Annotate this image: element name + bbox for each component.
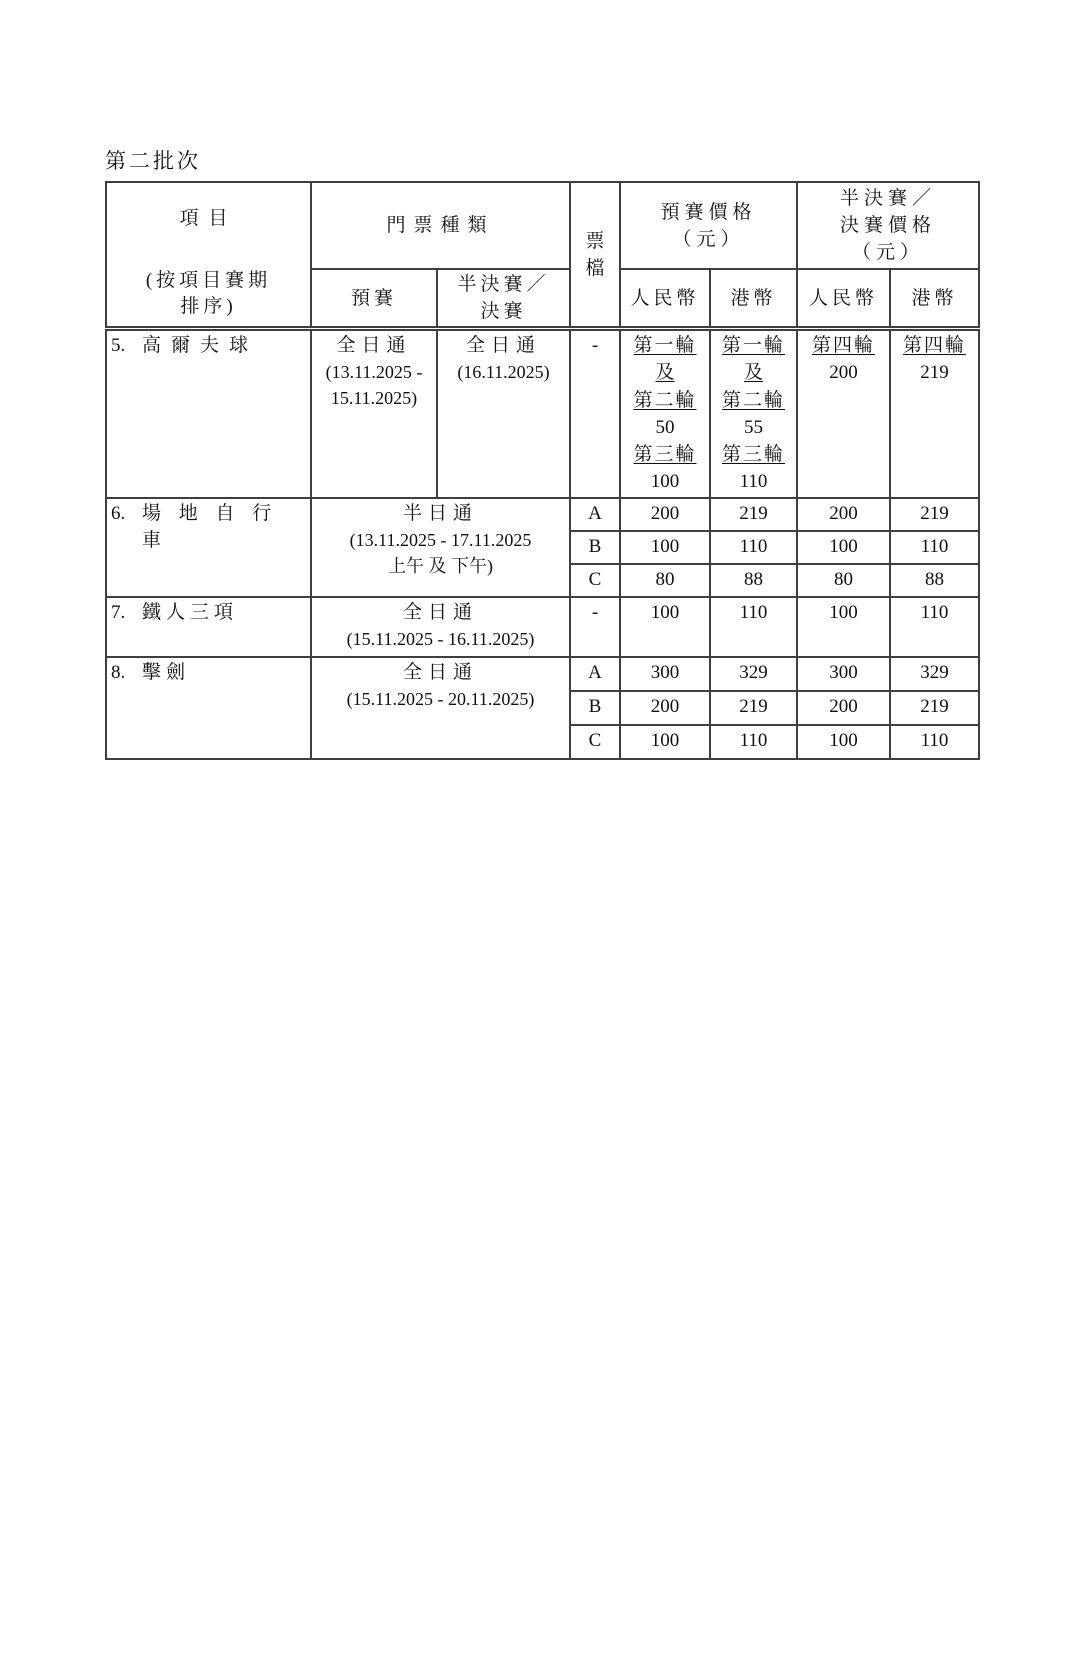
cell-cycling-b-pre-hkd: 110 xyxy=(710,531,797,564)
cell-fencing-c-pre-hkd: 110 xyxy=(710,725,797,759)
cell-cycling-tier-b: B xyxy=(570,531,620,564)
cell-fencing-b-pre-rmb: 200 xyxy=(620,691,710,725)
cell-cycling-b-semi-rmb: 100 xyxy=(797,531,890,564)
header-rmb-pre: 人民幣 xyxy=(620,269,710,329)
cell-fencing-tier-c: C xyxy=(570,725,620,759)
ticket-pricing-table xyxy=(105,181,980,760)
cell-golf-pre-ticket: 全日通 (13.11.2025 - 15.11.2025) xyxy=(311,329,437,498)
header-semi-price-line3: （元） xyxy=(852,242,925,263)
cell-triathlon-semi-hkd: 110 xyxy=(890,597,979,657)
cell-triathlon-pre-hkd: 110 xyxy=(710,597,797,657)
row-fencing-tier-a xyxy=(106,657,979,691)
cell-golf-semi-hkd: 第四輪 219 xyxy=(890,329,979,498)
cell-fencing-a-pre-hkd: 329 xyxy=(710,657,797,691)
cell-cycling-tier-a: A xyxy=(570,498,620,531)
cycling-number: 6. xyxy=(111,502,126,524)
cell-golf-semi-rmb: 第四輪 200 xyxy=(797,329,890,498)
header-semi-line2: 決賽 xyxy=(480,301,527,322)
golf-name: 高爾夫球 xyxy=(142,335,259,356)
cell-golf-tier: - xyxy=(570,329,620,498)
cell-cycling-ticket: 半日通 (13.11.2025 - 17.11.2025 上午 及 下午) xyxy=(311,498,570,597)
row-cycling-tier-a xyxy=(106,498,979,531)
cell-fencing-a-pre-rmb: 300 xyxy=(620,657,710,691)
header-item-title: 項目 xyxy=(179,208,238,229)
cell-triathlon-item xyxy=(106,597,311,657)
fencing-name: 擊劍 xyxy=(142,661,191,683)
cell-cycling-a-pre-rmb: 200 xyxy=(620,498,710,531)
cell-cycling-tier-c: C xyxy=(570,564,620,597)
header-pre-price xyxy=(620,182,797,269)
header-tier-char1: 票 xyxy=(585,230,605,252)
row-golf xyxy=(106,329,979,498)
header-rmb-semi: 人民幣 xyxy=(797,269,890,329)
cell-golf-semi-ticket: 全日通 (16.11.2025) xyxy=(437,329,570,498)
row-triathlon xyxy=(106,597,979,657)
cell-fencing-a-semi-rmb: 300 xyxy=(797,657,890,691)
cell-fencing-c-semi-hkd: 110 xyxy=(890,725,979,759)
header-semi-price xyxy=(797,182,979,269)
header-pre-price-line2: （元） xyxy=(672,228,745,250)
cell-cycling-item xyxy=(106,498,311,597)
page-title: 第二批次 xyxy=(105,149,201,173)
header-semi-line1: 半決賽／ xyxy=(457,274,550,295)
cell-fencing-item xyxy=(106,657,311,759)
cell-cycling-a-semi-rmb: 200 xyxy=(797,498,890,531)
header-item xyxy=(106,182,311,329)
cell-fencing-b-semi-hkd: 219 xyxy=(890,691,979,725)
cell-fencing-tier-b: B xyxy=(570,691,620,725)
cell-cycling-a-pre-hkd: 219 xyxy=(710,498,797,531)
header-semi-price-line1: 半決賽／ xyxy=(840,188,937,209)
header-semi-price-line2: 決賽價格 xyxy=(840,215,937,236)
header-hkd-pre: 港幣 xyxy=(710,269,797,329)
cell-fencing-c-semi-rmb: 100 xyxy=(797,725,890,759)
header-item-note-line2: 排序) xyxy=(180,296,237,317)
header-hkd-semi: 港幣 xyxy=(890,269,979,329)
header-pre: 預賽 xyxy=(311,269,437,329)
cell-cycling-c-semi-hkd: 88 xyxy=(890,564,979,597)
cell-cycling-c-pre-rmb: 80 xyxy=(620,564,710,597)
cell-triathlon-ticket: 全日通 (15.11.2025 - 16.11.2025) xyxy=(311,597,570,657)
fencing-number: 8. xyxy=(111,661,126,683)
cell-triathlon-semi-rmb: 100 xyxy=(797,597,890,657)
header-semi xyxy=(437,269,570,329)
cell-fencing-tier-a: A xyxy=(570,657,620,691)
cell-golf-item xyxy=(106,329,311,498)
header-tier xyxy=(570,182,620,329)
cell-fencing-b-pre-hkd: 219 xyxy=(710,691,797,725)
triathlon-name: 鐵人三項 xyxy=(142,601,239,623)
cell-golf-pre-hkd: 第一輪 及 第二輪 55 第三輪 110 xyxy=(710,329,797,498)
cell-fencing-ticket: 全日通 (15.11.2025 - 20.11.2025) xyxy=(311,657,570,759)
cell-cycling-a-semi-hkd: 219 xyxy=(890,498,979,531)
header-item-note-line1: (按項目賽期 xyxy=(145,270,272,291)
cycling-name: 場 地 自 行 車 xyxy=(142,502,272,551)
cell-fencing-a-semi-hkd: 329 xyxy=(890,657,979,691)
cell-triathlon-pre-rmb: 100 xyxy=(620,597,710,657)
header-pre-price-line1: 預賽價格 xyxy=(660,201,757,223)
cell-golf-pre-rmb: 第一輪 及 第二輪 50 第三輪 100 xyxy=(620,329,710,498)
cell-triathlon-tier: - xyxy=(570,597,620,657)
header-ticket-type-label: 門票種類 xyxy=(386,215,495,236)
cell-fencing-b-semi-rmb: 200 xyxy=(797,691,890,725)
triathlon-number: 7. xyxy=(111,601,126,623)
golf-number: 5. xyxy=(111,335,126,356)
cell-cycling-c-pre-hkd: 88 xyxy=(710,564,797,597)
cell-cycling-b-semi-hkd: 110 xyxy=(890,531,979,564)
header-ticket-type xyxy=(311,182,570,269)
cell-fencing-c-pre-rmb: 100 xyxy=(620,725,710,759)
cell-cycling-c-semi-rmb: 80 xyxy=(797,564,890,597)
cell-cycling-b-pre-rmb: 100 xyxy=(620,531,710,564)
header-tier-char2: 檔 xyxy=(585,257,605,279)
